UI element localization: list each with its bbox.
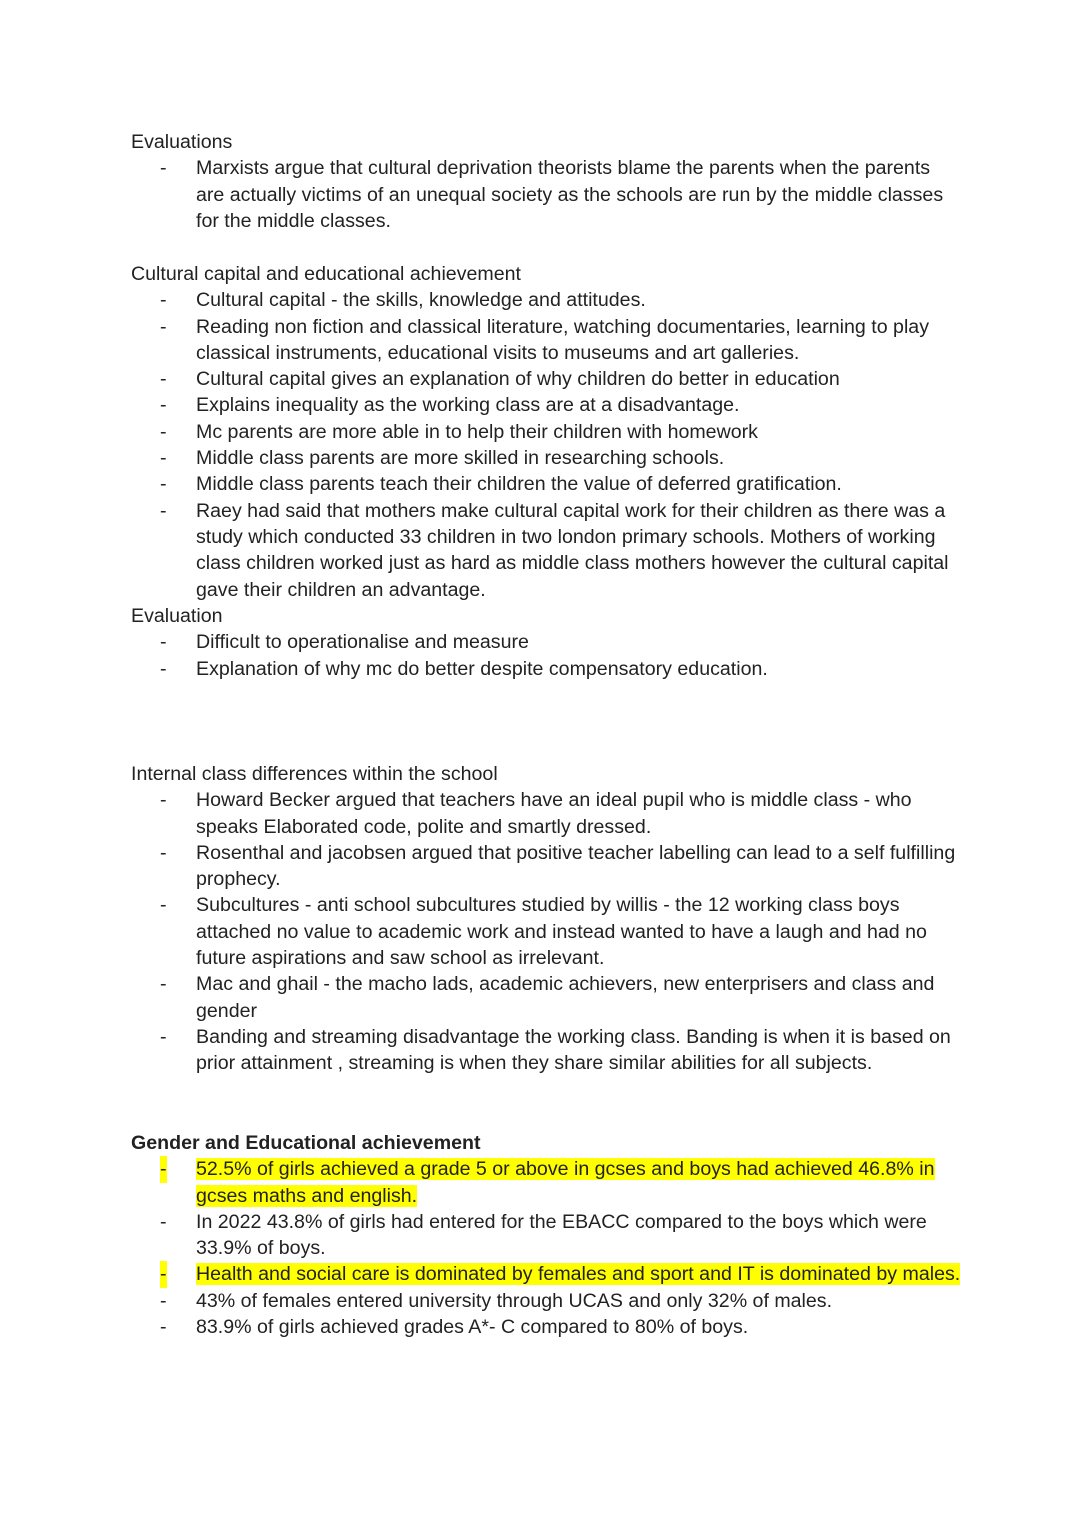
list-item <box>131 419 961 445</box>
section-evaluations <box>131 129 961 234</box>
dash-bullet: - <box>160 1316 167 1339</box>
list-item-text: Rosenthal and jacobsen argued that positive teacher labelling can lead to a self fulfilling prophecy. <box>196 841 956 891</box>
list-item <box>131 392 961 418</box>
section-evaluation <box>131 603 961 682</box>
list-item <box>131 840 961 893</box>
dash-bullet: - <box>160 1289 167 1312</box>
dash-bullet: - <box>160 631 167 654</box>
list-item <box>131 366 961 392</box>
list-item-text: Middle class parents teach their children the value of deferred gratification. <box>196 473 842 496</box>
list-item-text: Reading non fiction and classical literature, watching documentaries, learning to play classical instruments, educational visits to museums and art galleries. <box>196 315 930 364</box>
list-item-text: Mac and ghail - the macho lads, academic achievers, new enterprisers and class and gender <box>196 973 935 1022</box>
section-heading: Gender and Educational achievement <box>131 1132 481 1154</box>
list-item <box>131 287 961 313</box>
dash-bullet: - <box>160 1156 167 1182</box>
dash-bullet: - <box>160 368 167 391</box>
dash-bullet: - <box>160 657 167 680</box>
list-item <box>131 629 961 655</box>
list-item-text: Mc parents are more able in to help their children with homework <box>196 420 758 443</box>
bullet-list <box>131 287 961 603</box>
list-item-text: Howard Becker argued that teachers have an ideal pupil who is middle class - who speaks Elaborated code, polite and smartly dressed. <box>196 789 912 838</box>
list-item <box>131 1024 961 1077</box>
list-item <box>131 971 961 1024</box>
list-item-highlighted <box>131 1156 961 1209</box>
section-heading: Evaluation <box>131 605 223 627</box>
list-item-text: 83.9% of girls achieved grades A*- C compared to 80% of boys. <box>196 1316 749 1339</box>
list-item <box>131 1314 961 1340</box>
list-item-text: 43% of females entered university through UCAS and only 32% of males. <box>196 1289 833 1312</box>
list-item-text: Cultural capital - the skills, knowledge and attitudes. <box>196 289 646 312</box>
dash-bullet: - <box>160 789 167 812</box>
list-item <box>131 155 961 234</box>
dash-bullet: - <box>160 473 167 496</box>
bullet-list <box>131 155 961 234</box>
list-item-text: Explains inequality as the working class are at a disadvantage. <box>196 394 740 417</box>
list-item-text: Middle class parents are more skilled in researching schools. <box>196 447 725 470</box>
section-internal-class-differences <box>131 761 961 1077</box>
dash-bullet: - <box>160 499 167 522</box>
list-item-text: Cultural capital gives an explanation of why children do better in education <box>196 368 840 391</box>
list-item <box>131 445 961 471</box>
highlighted-text: Health and social care is dominated by females and sport and IT is dominated by males. <box>196 1263 961 1286</box>
list-item-text: Raey had said that mothers make cultural capital work for their children as there was a study which conducted 33 children in two london primary schools. Mothers of working class children worked just as hard as middle class mothers however the cultural capital gave their children an advantage. <box>196 499 949 601</box>
dash-bullet: - <box>160 973 167 996</box>
dash-bullet: - <box>160 1210 167 1233</box>
highlighted-text: 52.5% of girls achieved a grade 5 or above in gcses and boys had achieved 46.8% in gcses maths and english. <box>196 1158 935 1207</box>
list-item <box>131 656 961 682</box>
list-item <box>131 498 961 603</box>
bullet-list <box>131 1156 961 1340</box>
list-item-highlighted <box>131 1261 961 1287</box>
section-heading: Internal class differences within the school <box>131 763 498 785</box>
dash-bullet: - <box>160 289 167 312</box>
dash-bullet: - <box>160 1025 167 1048</box>
list-item <box>131 471 961 497</box>
list-item <box>131 1209 961 1262</box>
section-cultural-capital <box>131 261 961 603</box>
dash-bullet: - <box>160 420 167 443</box>
list-item <box>131 1288 961 1314</box>
dash-bullet: - <box>160 841 167 864</box>
bullet-list <box>131 629 961 682</box>
dash-bullet: - <box>160 894 167 917</box>
list-item <box>131 314 961 367</box>
section-heading: Evaluations <box>131 131 233 153</box>
dash-bullet: - <box>160 447 167 470</box>
list-item-text: Difficult to operationalise and measure <box>196 631 529 654</box>
dash-bullet: - <box>160 394 167 417</box>
section-heading: Cultural capital and educational achievement <box>131 263 521 285</box>
list-item-text: Marxists argue that cultural deprivation theorists blame the parents when the parents are actually victims of an unequal society as the schools are run by the middle classes for the middle classes. <box>196 157 944 232</box>
section-gender-achievement <box>131 1130 961 1340</box>
list-item-text: Subcultures - anti school subcultures studied by willis - the 12 working class boys attached no value to academic work and instead wanted to have a laugh and had no future aspirations and saw school as irrelevant. <box>196 894 927 970</box>
list-item <box>131 892 961 971</box>
list-item-text: Explanation of why mc do better despite compensatory education. <box>196 657 768 680</box>
list-item-text: In 2022 43.8% of girls had entered for the EBACC compared to the boys which were 33.9% of boys. <box>196 1210 927 1260</box>
dash-bullet: - <box>160 1261 167 1287</box>
dash-bullet: - <box>160 315 167 338</box>
list-item-text: Banding and streaming disadvantage the working class. Banding is when it is based on prior attainment , streaming is when they share similar abilities for all subjects. <box>196 1025 951 1075</box>
bullet-list <box>131 787 961 1076</box>
list-item <box>131 787 961 840</box>
dash-bullet: - <box>160 157 167 180</box>
